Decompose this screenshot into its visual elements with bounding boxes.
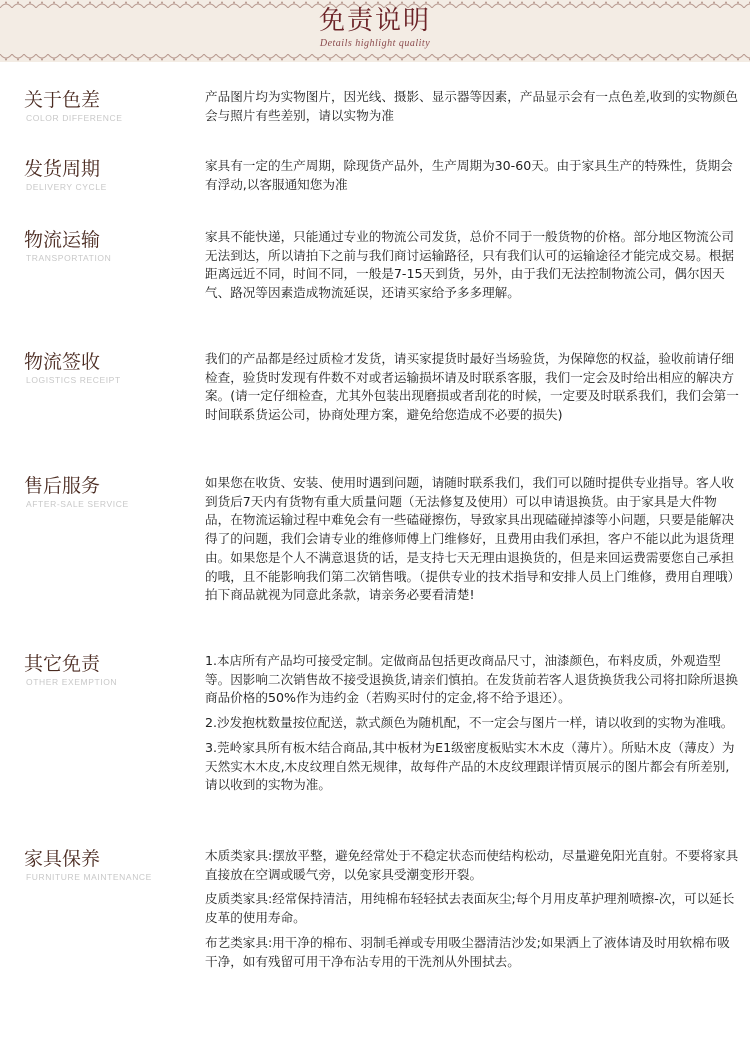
section-title: 物流签收: [24, 351, 101, 373]
paragraph: 如果您在收货、安装、使用时遇到问题，请随时联系我们，我们可以随时提供专业指导。客人收到货后7天内有货物有重大质量问题（无法修复及使用）可以申请退换货。由于家具是大件物品，在物流运输过程中难免会有一些磕碰擦伤，导致家具出现磕碰掉漆等小问题，只要是能解决得了的问题，我们会请专业的维修师傅上门维修好，且费用由我们承担，客户不能以此为退货理由。如果您是个人不满意退货的话，是支持七天无理由退换货的，但是来回运费需要您自己承担的哦，且不能影响我们第二次销售哦。（提供专业的技术指导和安排人员上门维修，费用自理哦）拍下商品就视为同意此条款，请亲务必要看清楚!: [205, 475, 734, 603]
section-title: 物流运输: [24, 229, 101, 251]
paragraph: 1.本店所有产品均可接受定制。定做商品包括更改商品尺寸，油漆颜色，布料皮质，外观造型等。因影响二次销售故不接受退换货,请亲们慎拍。在发货前若客人退货换货我公司将扣除所退换商品价格的50%作为违约金（若购买时付的定金,将不给予退还）。: [205, 653, 738, 706]
section-title-en: OTHER EXEMPTION: [26, 677, 118, 687]
section-title-en: LOGISTICS RECEIPT: [26, 375, 121, 385]
section-title-en: TRANSPORTATION: [26, 253, 112, 263]
paragraph: 产品图片均为实物图片，因光线、摄影、显示器等因素，产品显示会有一点色差,收到的实物颜色会与照片有些差别，请以实物为准: [205, 89, 738, 123]
section-body: [205, 228, 740, 309]
page-subtitle: Details highlight quality: [319, 38, 431, 49]
section-body: [205, 474, 740, 611]
section-body: [205, 88, 740, 131]
paragraph: 3.莞岭家具所有板木结合商品,其中板材为E1级密度板贴实木木皮（薄片）。所贴木皮（薄皮）为天然实木木皮,木皮纹理自然无规律，故每件产品的木皮纹理跟详情页展示的图片都会有所差别,请以收到的实物为准。: [205, 739, 735, 793]
section-title-en: AFTER-SALE SERVICE: [26, 499, 129, 509]
section-body: [205, 652, 740, 801]
section-title-en: DELIVERY CYCLE: [26, 182, 107, 192]
header-banner: [0, 0, 750, 62]
section-title: 发货周期: [24, 158, 101, 180]
section-title: 关于色差: [24, 89, 101, 111]
section-title-en: FURNITURE MAINTENANCE: [26, 872, 152, 882]
paragraph: 木质类家具:摆放平整，避免经常处于不稳定状态而使结构松动，尽量避免阳光直射。不要将家具直接放在空调或暖气旁，以免家具受潮变形开裂。: [205, 848, 739, 882]
paragraph: 家具有一定的生产周期，除现货产品外，生产周期为30-60天。由于家具生产的特殊性，货期会有浮动,以客服通知您为准: [205, 158, 733, 192]
section-body: [205, 847, 740, 977]
section-title-en: COLOR DIFFERENCE: [26, 113, 123, 123]
paragraph: 布艺类家具:用干净的棉布、羽制毛禅或专用吸尘器清洁沙发;如果洒上了液体请及时用软棉布吸干净，如有残留可用干净布沾专用的干洗剂从外围拭去。: [205, 934, 730, 969]
paragraph: 皮质类家具:经常保持清洁，用纯棉布轻轻拭去表面灰尘;每个月用皮革护理剂喷擦-次，可以延长皮革的使用寿命。: [205, 891, 735, 926]
section-title: 其它免责: [24, 653, 101, 675]
section-body: [205, 157, 740, 200]
section-body: [205, 350, 740, 431]
paragraph: 2.沙发抱枕数量按位配送，款式颜色为随机配，不一定会与图片一样，请以收到的实物为准哦。: [205, 715, 734, 731]
paragraph: 家具不能快递，只能通过专业的物流公司发货，总价不同于一般货物的价格。部分地区物流公司无法到达，所以请拍下之前与我们商讨运输路径，只有我们认可的运输途径才能完成交易。根据距离远近不同，时间不同，一般是7-15天到货，另外，由于我们无法控制物流公司，偶尔因天气、路况等因素造成物流延误，还请买家给予多多理解。: [205, 229, 734, 301]
paragraph: 我们的产品都是经过质检才发货，请买家提货时最好当场验货，为保障您的权益，验收前请仔细检查，验货时发现有件数不对或者运输损坏请及时联系客服，我们一定会及时给出相应的解决方案。(请一定仔细检查，尤其外包装出现磨损或者刮花的时候，一定要及时联系我们，我们会第一时间联系货运公司，协商处理方案，避免给您造成不必要的损失): [205, 351, 739, 423]
section-title: 售后服务: [24, 475, 101, 497]
lace-border-bottom: [0, 54, 750, 62]
page-title: 免责说明: [318, 6, 431, 36]
section-title: 家具保养: [24, 848, 101, 870]
